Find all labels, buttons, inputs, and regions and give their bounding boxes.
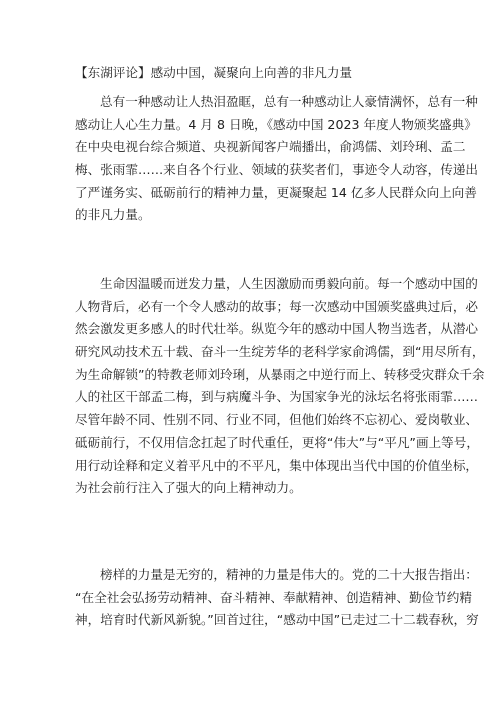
text-line: 了严谨务实、砥砺前行的精神力量，更凝聚起 14 亿多人民群众向上向善 xyxy=(75,184,477,200)
text-line: 生命因温暖而迸发力量，人生因激励而勇毅向前。每一个感动中国的 xyxy=(100,276,478,291)
text-line: 榜样的力量是无穷的，精神的力量是伟大的。党的二十大报告指出： xyxy=(100,567,478,582)
text-line: 为社会前行注入了强大的向上精神动力。 xyxy=(75,480,302,496)
text-line: 人的社区干部孟二梅，到与病魔斗争、为国家争光的泳坛名将张雨霏…… xyxy=(75,389,478,405)
text-line: 梅、张雨霏……来自各个行业、领域的获奖者们，事迹令人动容，传递出 xyxy=(75,162,478,178)
text-line: 神，培育时代新风新貌。”回首过往，“感动中国”已走过二十二载春秋，穷 xyxy=(75,612,479,628)
text-line: 感动让人心生力量。4 月 8 日晚，《感动中国 2023 年度人物颁奖盛典》 xyxy=(75,116,477,132)
text-line: 为生命解锁”的特教老师刘玲琍，从暴雨之中逆行而上、转移受灾群众千余 xyxy=(75,366,485,382)
text-line: 研究风动技术五十载、奋斗一生绽芳华的老科学家俞鸿儒，到“用尽所有， xyxy=(75,344,485,360)
text-line: “在全社会弘扬劳动精神、奋斗精神、奉献精神、创造精神、勤俭节约精 xyxy=(75,589,472,605)
text-line: 总有一种感动让人热泪盈眶，总有一种感动让人豪情满怀，总有一种 xyxy=(100,94,478,109)
paragraph-2 xyxy=(75,273,485,500)
text-line: 然会激发更多感人的时代壮举。纵览今年的感动中国人物当选者，从潜心 xyxy=(75,321,478,337)
text-line: 用行动诠释和定义着平凡中的不平凡，集中体现出当代中国的价值坐标， xyxy=(75,457,478,473)
paragraph-3 xyxy=(75,564,479,632)
text-line: 人物背后，必有一个令人感动的故事；每一次感动中国颁奖盛典过后，必 xyxy=(75,298,478,314)
text-line: 的非凡力量。 xyxy=(75,207,151,223)
text-line: 在中央电视台综合频道、央视新闻客户端播出，俞鸿儒、刘玲琍、孟二 xyxy=(75,139,466,155)
text-line: 尽管年龄不同、性别不同、行业不同，但他们始终不忘初心、爱岗敬业、 xyxy=(75,412,478,428)
paragraph-1 xyxy=(75,91,478,227)
text-line: 砥砺前行，不仅用信念扛起了时代重任，更将“伟大”与“平凡”画上等号， xyxy=(75,434,479,450)
article-title: 【东湖评论】感动中国，凝聚向上向善的非凡力量 xyxy=(75,65,353,80)
